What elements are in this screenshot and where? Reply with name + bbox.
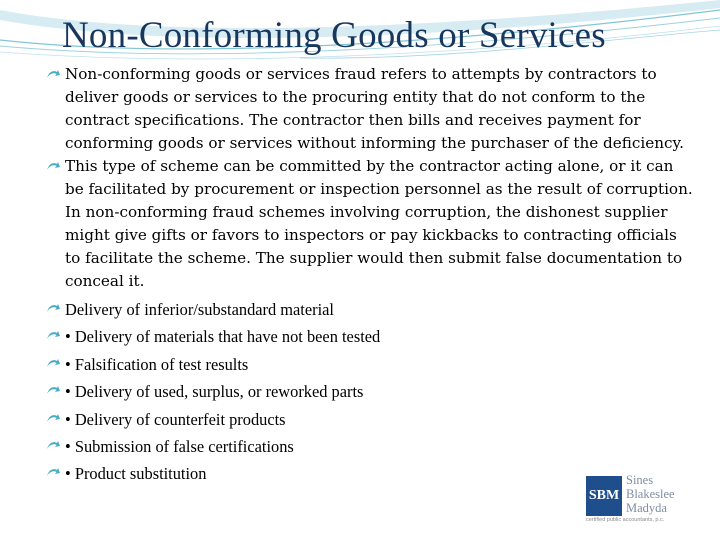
arrow-bullet-icon xyxy=(46,161,61,172)
company-logo xyxy=(586,473,686,525)
arrow-bullet-icon xyxy=(46,385,61,396)
arrow-bullet-icon xyxy=(46,358,61,369)
list-item-text: • Falsification of test results xyxy=(65,354,249,374)
paragraph-bullet xyxy=(46,63,696,155)
arrow-bullet-icon xyxy=(46,467,61,478)
logo-tagline: certified public accountants, p.c. xyxy=(586,517,665,523)
logo-name-line: Blakeslee xyxy=(626,487,675,501)
list-item xyxy=(46,378,696,405)
logo-name-line: Madyda xyxy=(626,501,667,515)
list-item-text: • Submission of false certifications xyxy=(65,437,294,457)
list-item xyxy=(46,351,696,378)
list-item xyxy=(46,323,696,350)
paragraph-text: Non-conforming goods or services fraud refers to attempts by contractors to deliver goods or services to the procuring entity that do not conform to the contract specifications. The contractor then bills and receives payment for conforming goods or services without informing the purchaser of the deficiency. xyxy=(65,65,684,152)
arrow-bullet-icon xyxy=(46,440,61,451)
list-item xyxy=(46,406,696,433)
paragraph-bullet xyxy=(46,155,696,293)
arrow-bullet-icon xyxy=(46,303,61,314)
logo-name-line: Sines xyxy=(626,473,654,487)
list-item xyxy=(46,433,696,460)
slide-body xyxy=(46,63,696,488)
logo-names xyxy=(626,473,675,515)
list-item-text: • Delivery of used, surplus, or reworked parts xyxy=(65,382,364,402)
arrow-bullet-icon xyxy=(46,330,61,341)
list-item-text: Delivery of inferior/substandard material xyxy=(65,300,334,319)
list-item-text: • Delivery of counterfeit products xyxy=(65,409,286,429)
arrow-bullet-icon xyxy=(46,413,61,424)
slide-title: Non-Conforming Goods or Services xyxy=(62,15,606,56)
list-item xyxy=(46,296,696,323)
list-item-text: • Product substitution xyxy=(65,464,207,484)
logo-mark: SBM xyxy=(586,476,622,516)
arrow-bullet-icon xyxy=(46,69,61,80)
paragraph-text: This type of scheme can be committed by the contractor acting alone, or it can be facilitated by procurement or inspection personnel as the result of corruption. In non-conforming fraud schemes involving corruption, the dishonest supplier might give gifts or favors to inspectors or pay kickbacks to contracting officials to facilitate the scheme. The supplier would then submit false documentation to conceal it. xyxy=(65,157,693,290)
list-item-text: • Delivery of materials that have not been tested xyxy=(65,327,381,347)
